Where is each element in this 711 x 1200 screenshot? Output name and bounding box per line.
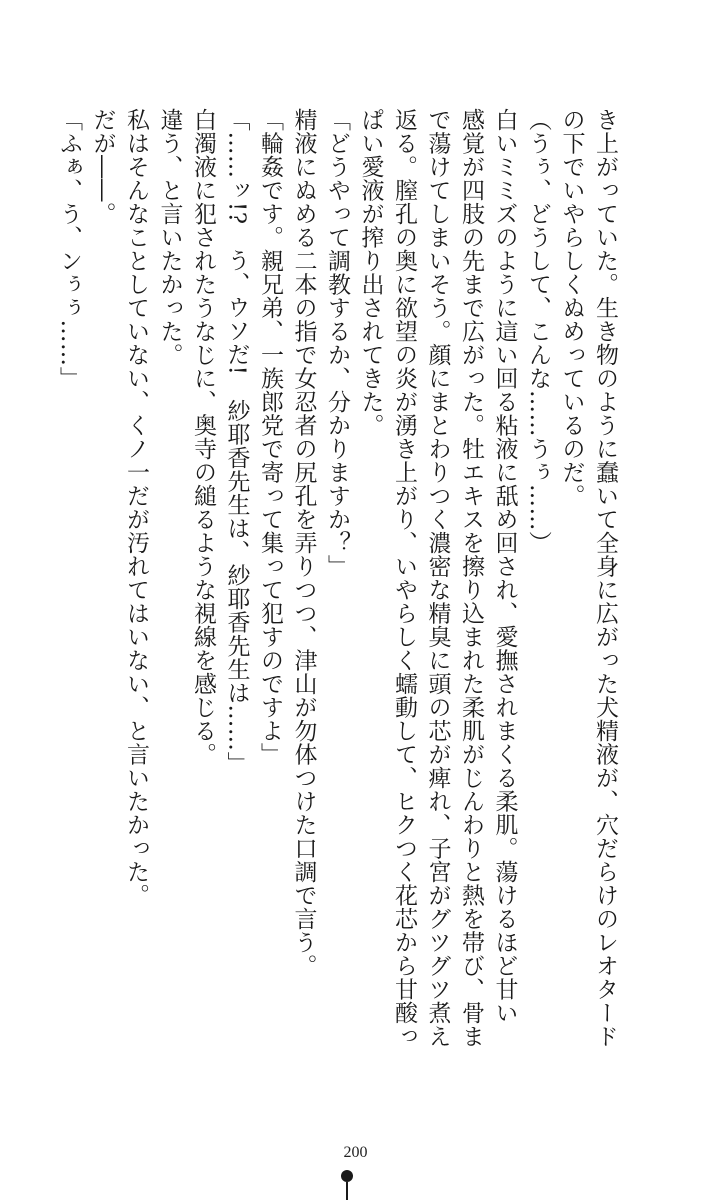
folio-dot-ornament <box>341 1170 353 1182</box>
novel-body-text <box>51 108 621 1108</box>
text-line: 返る。膣孔の奥に欲望の炎が湧き上がり、いやらしく蠕動して、ヒクつく花芯から甘酸っ <box>391 108 417 1048</box>
text-line: （うぅ、どうして、こんな……うぅ……） <box>525 108 551 555</box>
text-line: 精液にぬめる二本の指で女忍者の尻孔を弄りつつ、津山が勿体つけた口調で言う。 <box>290 108 317 978</box>
text-line: 私はそんなことしていない、くノ一だが汚れてはいない、と言いたかった。 <box>123 108 149 907</box>
text-line: 白濁液に犯されたうなじに、奥寺の縋るような視線を感じる。 <box>190 108 216 766</box>
text-line: 違う、と言いたかった。 <box>156 108 183 367</box>
page-number: 200 <box>343 1144 368 1161</box>
text-line: 感覚が四肢の先まで広がった。牡エキスを擦り込まれた柔肌がじんわりと熱を帯び、骨ま <box>458 108 484 1048</box>
text-line: 「ふぁ、う、ンぅぅ……」 <box>56 108 82 390</box>
text-line: 「……ッ!? う、ウソだ! 紗耶香先生は、紗耶香先生は……」 <box>223 108 250 775</box>
text-line: き上がっていた。生き物のように蠢いて全身に広がった犬精液が、穴だらけのレオタード <box>592 108 618 1048</box>
text-line: 「どうやって調教するか、分かりますか？」 <box>324 108 350 578</box>
text-line: ぱい愛液が搾り出されてきた。 <box>357 108 384 437</box>
text-line: で蕩けてしまいそう。顔にまとわりつく濃密な精臭に頭の芯が痺れ、子宮がグツグツ煮え <box>424 108 451 1048</box>
text-line: の下でいやらしくぬめっているのだ。 <box>558 108 585 508</box>
text-line: だが――。 <box>89 108 116 226</box>
folio-line-ornament <box>346 1182 348 1200</box>
text-line: 「輪姦です。親兄弟、一族郎党で寄って集って犯すのですよ」 <box>257 108 283 766</box>
text-line: 白いミミズのように這い回る粘液に舐め回され、愛撫されまくる柔肌。蕩けるほど甘い <box>491 108 518 1025</box>
